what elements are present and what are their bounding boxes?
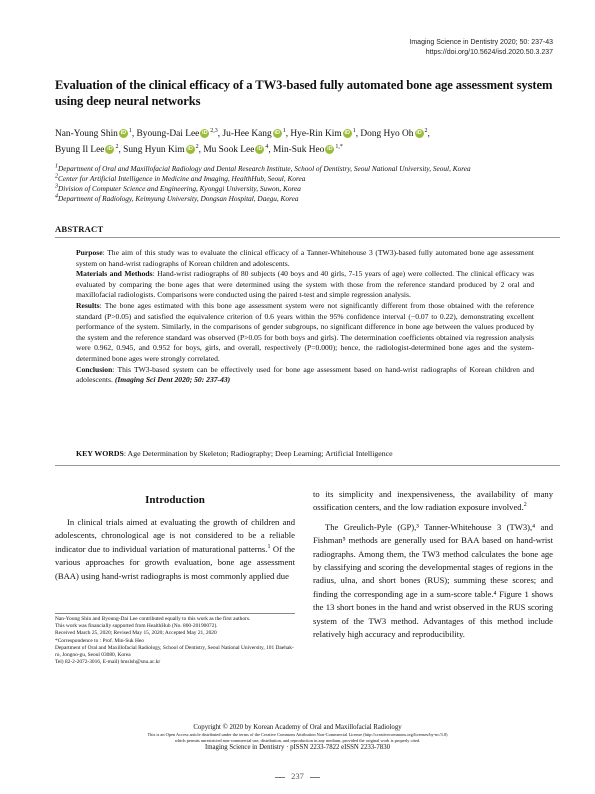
author-name: Byung Il Lee — [55, 145, 105, 155]
footnote — [55, 616, 295, 666]
affiliation-item: $^4$Department of Radiology, Keimyung University, Dongsan Hospital, Daegu, Korea — [55, 193, 299, 203]
footnote-line: Received March 25, 2020; Revised May 15, 2020; Accepted May 21, 2020 — [55, 630, 217, 637]
introduction-heading: Introduction — [145, 494, 205, 506]
keywords — [76, 449, 546, 459]
footnote-line: Nan-Young Shin and Byoung-Dai Lee contributed equally to this work as the first authors. — [55, 616, 251, 622]
author-name: Mu Sook Lee — [203, 145, 255, 155]
license-line-2: which permits unrestricted non-commercial use, distribution, and reproduction in any medium, provided the original work is properly cited. — [174, 738, 421, 743]
author-affiliation-marker: 1,* — [335, 143, 343, 150]
footnote-line: *Correspondence to : Prof. Min-Suk Heo — [55, 637, 144, 644]
author-affiliation-marker: 4 — [265, 143, 269, 150]
doi-link[interactable]: https://doi.org/10.5624/isd.2020.50.3.237 — [425, 49, 553, 56]
affiliation-item: $^2$Center for Artificial Intelligence in Medicine and Imaging, HealthHub, Seoul, Korea — [55, 173, 306, 183]
footnote-line: Tel) 82-2-2072-3016, E-mail) hmslsh@snu.ac.kr — [55, 659, 161, 666]
journal-citation: Imaging Science in Dentistry 2020; 50: 237-43 — [409, 39, 553, 46]
orcid-icon[interactable]: iD — [416, 130, 422, 137]
article-title: Evaluation of the clinical efficacy of a TW3-based fully automated bone age assessment system using deep neural networks — [55, 78, 553, 108]
abstract-purpose: Purpose: The aim of this study was to evaluate the clinical efficacy of a Tanner-Whitehouse 3 (TW3)-based fully automated bone age assessment system on hand-wrist radiographs of Korean children and adolescents. — [76, 248, 534, 268]
orcid-icon[interactable]: iD — [187, 146, 193, 153]
footnote-line: This work was financially supported from HealthHub (No. 800-20190072). — [55, 623, 218, 630]
copyright-line: Copyright © 2020 by Korean Academy of Oral and Maxillofacial Radiology — [193, 724, 402, 731]
author-affiliation-marker: 1 — [128, 127, 132, 134]
abstract-results: Results: The bone ages estimated with this bone age assessment system were not significantly different from those obtained with the reference standard (P>0.05) and satisfied the equivalence criterion of 0.6 years within the 95% confidence interval (−0.07 to 0.22), demonstrating excellent performance of the system. Similarly, in the comparisons of gender subgroups, no significant difference in bone age between the values produced by the system and the reference standard was observed (P>0.05 for both boys and girls). The determination coefficients obtained via regression analysis were 0.962, 0.945, and 0.952 for boys, girls, and overall, respectively (P=0.000); hence, the radiologist-determined bone ages and the system-determined bone ages were strongly correlated. — [76, 300, 534, 363]
orcid-icon[interactable]: iD — [344, 130, 350, 137]
orcid-icon[interactable]: iD — [107, 146, 113, 153]
footnote-line: Department of Oral and Maxillofacial Radiology, School of Dentistry, Seoul National University, 101 Daehak-ro, Jongno-gu, Seoul 03080, Korea — [55, 644, 294, 659]
author-name: Byoung-Dai Lee — [136, 129, 200, 139]
license-line-1: This is an Open Access article distributed under the terms of the Creative Commons Attribution Non-Commercial License (http://creativecommons.org/licenses/by-nc/3.0) — [147, 732, 448, 737]
abstract-conclusion: Conclusion: This TW3-based system can be effectively used for bone age assessment based on hand-wrist radiographs of Korean children and adolescents. (Imaging Sci Dent 2020; 50: 237-43) — [76, 364, 534, 385]
affiliation-item: $^3$Division of Computer Science and Engineering, Kyonggi University, Suwon, Korea — [55, 183, 301, 193]
author-affiliation-marker: 2 — [115, 143, 119, 150]
intro-column-2 — [313, 488, 553, 641]
abstract-top-rule — [55, 237, 560, 238]
page-number: 237 — [291, 771, 304, 781]
orcid-icon[interactable]: iD — [120, 130, 127, 137]
author-affiliation-marker: 1 — [282, 127, 286, 134]
keywords-label: KEY WORDS — [76, 449, 124, 458]
author-affiliation-marker: 2 — [424, 127, 428, 134]
orcid-icon[interactable]: iD — [257, 146, 263, 153]
author-name: Hye-Rin Kim — [290, 129, 342, 139]
orcid-icon[interactable]: iD — [327, 146, 333, 153]
affiliation-item: $^1$Department of Oral and Maxillofacial Radiology and Dental Research Institute, School of Dentistry, Seoul National University, Seoul, Korea — [55, 163, 471, 173]
affiliations — [55, 164, 560, 204]
intro-paragraph-1: In clinical trials aimed at evaluating the growth of children and adolescents, chronological age is not considered to be a reliable indicator due to individual variation of maturational patterns.$^1$ Of the various approaches for growth evaluation, bone age assessment (BAA) using hand-wrist radiographs is most commonly applied due — [55, 517, 295, 581]
issn-line: Imaging Science in Dentistry · pISSN 2233-7822 eISSN 2233-7830 — [204, 744, 390, 751]
orcid-icon[interactable]: iD — [202, 130, 208, 137]
author-name: Sung Hyun Kim — [123, 145, 185, 155]
author-name: Nan-Young Shin — [55, 129, 118, 139]
author-name: Ju-Hee Kang — [222, 129, 272, 139]
author-name: Dong Hyo Oh — [360, 129, 414, 139]
orcid-icon[interactable]: iD — [274, 130, 280, 137]
intro-column-1 — [55, 516, 295, 583]
author-affiliation-marker: 2 — [195, 143, 199, 150]
footnote-rule — [55, 613, 295, 614]
keywords-text: : Age Determination by Skeleton; Radiography; Deep Learning; Artificial Intelligence — [123, 449, 393, 458]
author-name: Min-Suk Heo — [273, 145, 325, 155]
author-list: Nan-Young Shin iD $^1$, Byoung-Dai Lee iD $^{2,3}$, Ju-Hee Kang iD $^1$, Hye-Rin Kim iD $^1$, Dong Hyo Oh iD $^2$, Byung Il Lee iD $^2$, Sung Hyun Kim iD $^2$, Mu Sook Lee iD $^4$, Min-Suk Heo iD $^{1,*}$ — [55, 127, 430, 155]
abstract-methods: Materials and Methods: Hand-wrist radiographs of 80 subjects (40 boys and 40 girls, 7-15 years of age) were collected. The clinical efficacy was evaluated by comparing the bone ages that were determined using the system with those from the reference standard produced by 2 oral and maxillofacial radiologists. Comparisons were conducted using the paired t-test and simple regression analysis. — [76, 269, 534, 300]
author-affiliation-marker: 1 — [352, 127, 356, 134]
abstract-body — [76, 248, 534, 386]
abstract-bottom-rule — [55, 465, 560, 466]
abstract-heading: ABSTRACT — [55, 224, 104, 234]
copyright-block — [60, 724, 535, 752]
intro-paragraph-2: The Greulich-Pyle (GP),³ Tanner-Whitehouse 3 (TW3),⁴ and Fishman⁵ methods are generally used for BAA based on hand-wrist radiographs. Among them, the TW3 method calculates the bone age by classifying and scoring the developmental stages of regions in the radius, ulna, and short bones (RUS); summing these scores; and finding the corresponding age in a sum-score table.⁴ Figure 1 shows the 13 short bones in the hand and wrist observed in the RUS scoring system of the TW3 method. Advantages of this method include relatively high accuracy and reproducibility. — [313, 521, 553, 640]
intro-paragraph-continued: to its simplicity and inexpensiveness, the availability of many ossification centers, and the low radiation exposure involved.$^2$ — [313, 489, 553, 513]
author-affiliation-marker: 2,3 — [210, 127, 218, 134]
